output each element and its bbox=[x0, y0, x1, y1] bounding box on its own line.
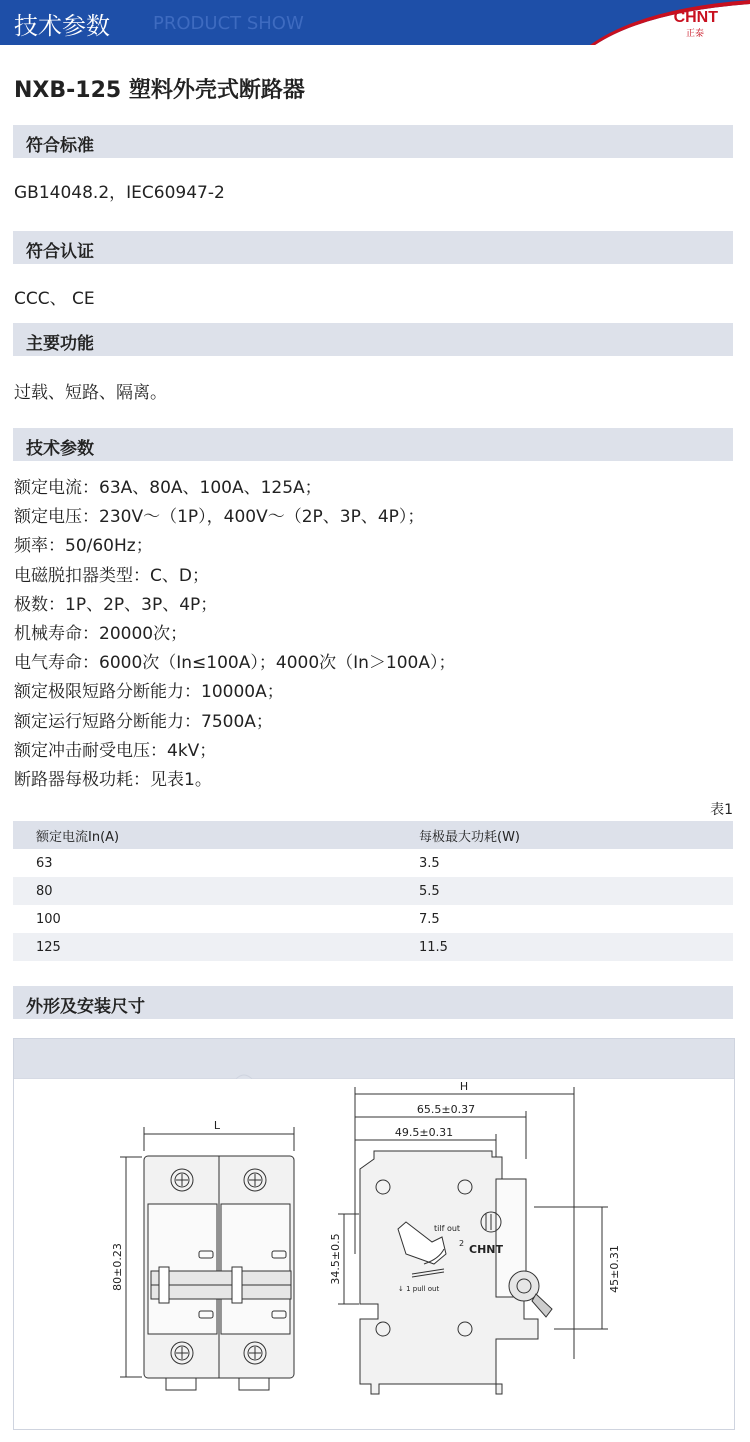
section-title: 符合认证 bbox=[26, 242, 94, 262]
param-line: 频率：50/60Hz； bbox=[14, 536, 153, 557]
params-list bbox=[14, 474, 456, 795]
section-params bbox=[13, 428, 733, 461]
side-H-label: H bbox=[459, 1080, 469, 1093]
table-header-row bbox=[13, 821, 733, 849]
front-view bbox=[120, 1127, 294, 1390]
side-495-label: 49.5±0.31 bbox=[394, 1126, 454, 1139]
section-cert bbox=[13, 231, 733, 264]
section-title: 技术参数 bbox=[26, 439, 94, 459]
front-width-label: L bbox=[213, 1119, 221, 1132]
table-caption: 表1 bbox=[710, 802, 733, 818]
side-45-label: 45±0.31 bbox=[608, 1245, 621, 1293]
dimension-drawing bbox=[14, 1039, 734, 1429]
brand-logo-sub: 正泰 bbox=[685, 29, 704, 39]
header-swoosh bbox=[550, 0, 750, 45]
pull-label: ↓ 1 pull out bbox=[398, 1285, 440, 1293]
tilt-number: 2 bbox=[459, 1239, 465, 1248]
section-function bbox=[13, 323, 733, 356]
product-title: NXB-125 塑料外壳式断路器 bbox=[14, 78, 305, 103]
param-line: 额定极限短路分断能力：10000A； bbox=[14, 682, 284, 703]
param-line: 额定电流：63A、80A、100A、125A； bbox=[14, 478, 322, 498]
param-line: 额定冲击耐受电压：4kV； bbox=[14, 740, 217, 761]
front-height-label: 80±0.23 bbox=[111, 1243, 124, 1291]
tilt-label: tilf out bbox=[434, 1224, 461, 1233]
diagram-box bbox=[13, 1038, 735, 1430]
param-line: 电气寿命：6000次（In≤100A）；4000次（In＞100A）； bbox=[14, 653, 456, 674]
table-cell: 63 bbox=[36, 855, 53, 871]
table-cell: 125 bbox=[13, 933, 367, 961]
table-row bbox=[13, 933, 733, 961]
table-row bbox=[13, 849, 733, 877]
side-655-label: 65.5±0.37 bbox=[416, 1103, 476, 1116]
section-title: 符合标准 bbox=[26, 136, 94, 156]
side-345-label: 34.5±0.5 bbox=[329, 1233, 342, 1285]
cert-text: CCC、 CE bbox=[14, 289, 95, 309]
param-line: 额定电压：230V～（1P），400V～（2P、3P、4P）； bbox=[14, 507, 425, 528]
standard-text: GB14048.2，IEC60947-2 bbox=[14, 183, 225, 203]
table-cell: 80 bbox=[13, 877, 367, 905]
param-line: 电磁脱扣器类型：C、D； bbox=[14, 565, 209, 586]
param-line: 断路器每极功耗：见表1。 bbox=[14, 770, 212, 791]
table-header-cell: 额定电流In(A) bbox=[13, 821, 367, 849]
section-title: 主要功能 bbox=[26, 334, 94, 354]
side-view bbox=[338, 1087, 608, 1394]
table-cell: 7.5 bbox=[419, 911, 440, 927]
table-cell: 100 bbox=[36, 911, 61, 927]
table-cell: 5.5 bbox=[367, 877, 733, 905]
table-cell: 11.5 bbox=[367, 933, 733, 961]
section-title: 外形及安装尺寸 bbox=[26, 997, 145, 1017]
param-line: 极数：1P、2P、3P、4P； bbox=[14, 594, 218, 615]
header-title: 技术参数 bbox=[14, 12, 110, 40]
table-cell: 3.5 bbox=[419, 855, 440, 871]
brand-logo: CHNT bbox=[673, 9, 718, 26]
header-bar bbox=[0, 0, 750, 45]
table-row bbox=[13, 905, 733, 933]
header-subtitle: PRODUCT SHOW bbox=[153, 13, 304, 34]
side-brand: CHNT bbox=[469, 1243, 503, 1256]
param-line: 额定运行短路分断能力：7500A； bbox=[14, 711, 273, 732]
section-standard bbox=[13, 125, 733, 158]
table-header-cell: 每极最大功耗(W) bbox=[367, 821, 733, 849]
table-row bbox=[13, 877, 733, 905]
param-line: 机械寿命：20000次； bbox=[14, 624, 188, 645]
power-table bbox=[13, 821, 733, 961]
section-dims bbox=[13, 986, 733, 1019]
function-text: 过载、短路、隔离。 bbox=[14, 383, 167, 403]
